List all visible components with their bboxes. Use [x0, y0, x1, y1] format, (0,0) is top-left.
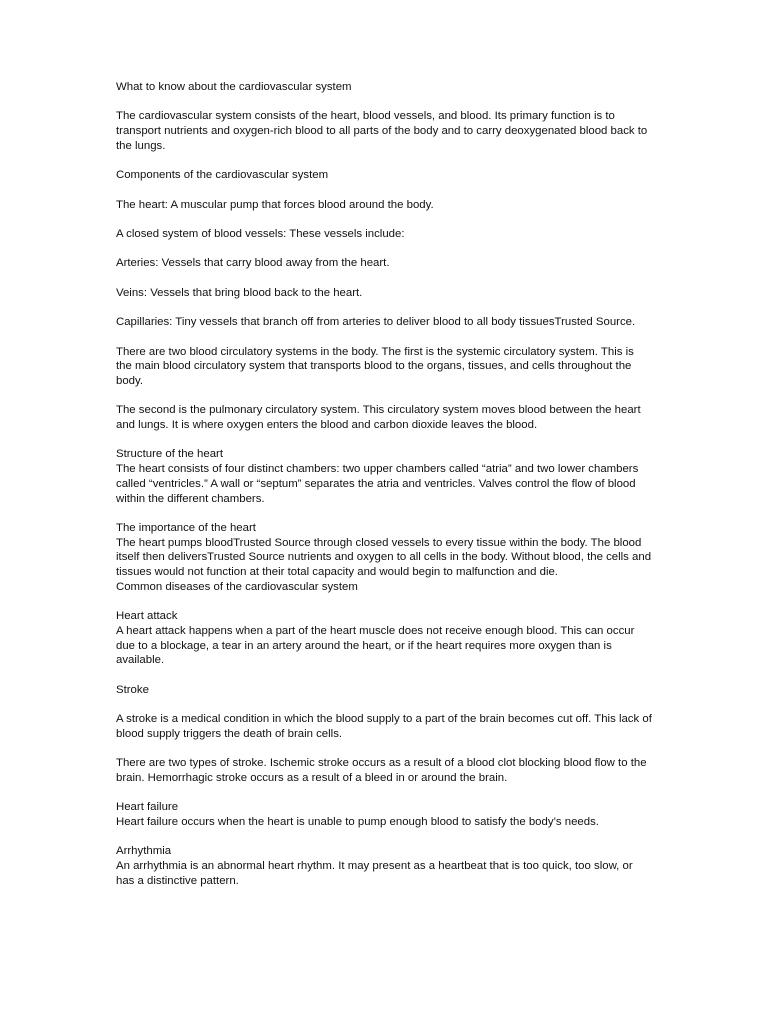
document-page [116, 80, 656, 888]
arrhythmia-heading: Arrhythmia [116, 845, 172, 858]
intro-paragraph: The cardiovascular system consists of the heart, blood vessels, and blood. Its primary function is to transport nutrients and oxygen-rich blood to all parts of the body and to carry deoxygenated blood back to the lungs. [116, 110, 651, 152]
stroke-paragraph-1: A stroke is a medical condition in which the blood supply to a part of the brain becomes cut off. This lack of blood supply triggers the death of brain cells. [116, 713, 656, 740]
document-title: What to know about the cardiovascular system [116, 81, 352, 93]
heart-attack-paragraph: A heart attack happens when a part of the heart muscle does not receive enough blood. This can occur due to a blockage, a tear in an artery around the heart, or if the heart requires more oxygen than is available. [116, 624, 638, 667]
diseases-heading: Common diseases of the cardiovascular system [116, 580, 358, 593]
arrhythmia-paragraph: An arrhythmia is an abnormal heart rhythm. It may present as a heartbeat that is too quick, too slow, or has a distinctive pattern. [116, 860, 636, 887]
heart-failure-heading: Heart failure [116, 801, 179, 814]
structure-heading: Structure of the heart [116, 448, 224, 461]
veins-item: Veins: Vessels that bring blood back to the heart. [116, 286, 363, 299]
arteries-item: Arteries: Vessels that carry blood away from the heart. [116, 257, 390, 270]
components-heading: Components of the cardiovascular system [116, 169, 329, 182]
heart-item: The heart: A muscular pump that forces blood around the body. [116, 198, 434, 211]
heart-attack-heading: Heart attack [116, 610, 178, 623]
capillaries-item: Capillaries: Tiny vessels that branch off from arteries to deliver blood to all body tissuesTrusted Source. [116, 316, 636, 329]
stroke-paragraph-2: There are two types of stroke. Ischemic stroke occurs as a result of a blood clot blocking blood flow to the brain. Hemorrhagic stroke occurs as a result of a bleed in or around the brain. [116, 757, 650, 784]
importance-paragraph: The heart pumps bloodTrusted Source through closed vessels to every tissue within the body. The blood itself then deliversTrusted Source nutrients and oxygen to all cells in the body. Without blood, the cells and tissues would not function at their total capacity and would begin to malfunction and die. [116, 536, 655, 579]
heart-failure-paragraph: Heart failure occurs when the heart is unable to pump enough blood to satisfy the body’s needs. [116, 815, 599, 828]
systemic-paragraph: There are two blood circulatory systems in the body. The first is the systemic circulatory system. This is the main blood circulatory system that transports blood to the organs, tissues, and cells throughout the body. [116, 345, 637, 387]
pulmonary-paragraph: The second is the pulmonary circulatory system. This circulatory system moves blood between the heart and lungs. It is where oxygen enters the blood and carbon dioxide leaves the blood. [116, 404, 644, 432]
stroke-heading: Stroke [116, 683, 149, 696]
structure-paragraph: The heart consists of four distinct chambers: two upper chambers called “atria” and two lower chambers called “ventricles.” A wall or “septum” separates the atria and ventricles. Valves control the flow of blood within the different chambers. [116, 463, 642, 505]
importance-heading: The importance of the heart [116, 521, 256, 534]
vessels-item: A closed system of blood vessels: These vessels include: [116, 227, 405, 240]
